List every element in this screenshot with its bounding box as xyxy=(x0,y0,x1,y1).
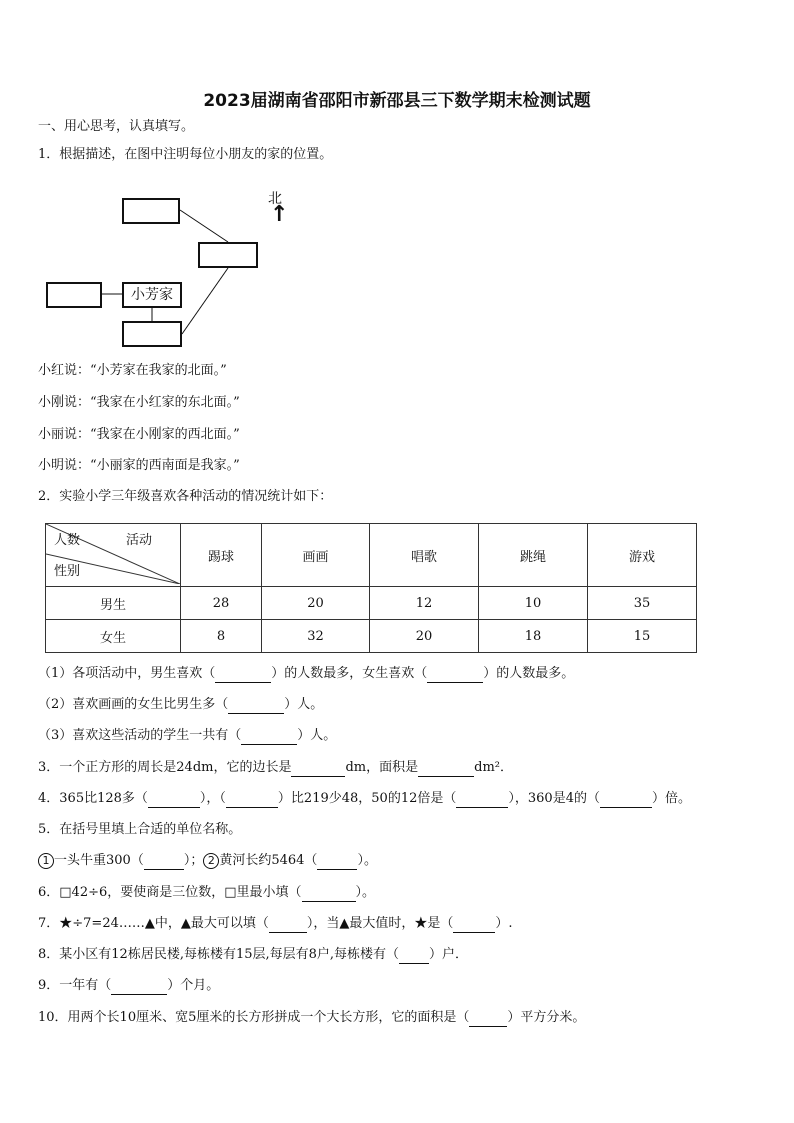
question-4 xyxy=(38,790,691,808)
question-3 xyxy=(38,759,513,777)
column-header: 踢球 xyxy=(181,524,262,587)
text-segment: 黄河长约5464（ xyxy=(219,853,318,868)
text-segment: ）。 xyxy=(355,885,376,900)
question-7 xyxy=(38,915,513,933)
activity-table xyxy=(45,523,697,653)
house-box-left[interactable] xyxy=(46,282,102,308)
answer-blank[interactable] xyxy=(456,793,508,808)
corner-activity-label: 活动 xyxy=(126,533,153,548)
statement-xiaoming: 小明说：“小丽家的西南面是我家。” xyxy=(38,458,240,473)
north-label: 北 xyxy=(268,191,282,207)
text-segment: （3）喜欢这些活动的学生一共有（ xyxy=(38,728,242,743)
answer-blank[interactable] xyxy=(469,1012,507,1027)
answer-blank[interactable] xyxy=(215,668,271,683)
table-row xyxy=(46,620,697,653)
text-segment: ）比219少48，50的12倍是（ xyxy=(277,791,457,806)
answer-blank[interactable] xyxy=(111,980,167,995)
circled-number: 1 xyxy=(38,853,54,869)
table-cell: 12 xyxy=(370,587,479,620)
statement-xiaoli: 小丽说：“我家在小刚家的西北面。” xyxy=(38,427,240,442)
text-segment: 8．某小区有12栋居民楼,每栋楼有15层,每层有8户,每栋楼有（ xyxy=(38,947,400,962)
answer-blank[interactable] xyxy=(399,949,429,964)
page-title: 2023届湖南省邵阳市新邵县三下数学期末检测试题 xyxy=(203,91,591,111)
text-segment: ），当▲最大值时，★是（ xyxy=(306,916,454,931)
north-arrow-icon: ↑ xyxy=(270,202,289,227)
question-5-items xyxy=(38,852,377,870)
text-segment: ）的人数最多，女生喜欢（ xyxy=(271,666,428,681)
table-cell: 8 xyxy=(181,620,262,653)
answer-blank[interactable] xyxy=(427,668,483,683)
house-box-right[interactable] xyxy=(198,242,258,268)
answer-blank[interactable] xyxy=(228,699,284,714)
answer-blank[interactable] xyxy=(317,855,357,870)
table-cell: 32 xyxy=(262,620,370,653)
statement-xiaogang: 小刚说：“我家在小红家的东北面。” xyxy=(38,395,240,410)
answer-blank[interactable] xyxy=(418,762,474,777)
text-segment: ）倍。 xyxy=(651,791,691,806)
house-box-bottom[interactable] xyxy=(122,321,182,347)
question-2-sub3 xyxy=(38,727,336,745)
table-cell: 15 xyxy=(588,620,697,653)
text-segment: dm，面积是 xyxy=(345,760,419,775)
question-10 xyxy=(38,1009,585,1027)
table-cell: 28 xyxy=(181,587,262,620)
house-box-top[interactable] xyxy=(122,198,180,224)
answer-blank[interactable] xyxy=(144,855,184,870)
column-header: 画画 xyxy=(262,524,370,587)
corner-cell xyxy=(46,524,181,587)
text-segment: ）个月。 xyxy=(167,978,220,993)
table-cell: 10 xyxy=(479,587,588,620)
text-segment: 一头牛重300（ xyxy=(54,853,144,868)
question-6 xyxy=(38,884,375,902)
position-diagram xyxy=(0,0,794,360)
statement-xiaohong: 小红说：“小芳家在我家的北面。” xyxy=(38,363,227,378)
table-cell: 20 xyxy=(370,620,479,653)
question-9 xyxy=(38,977,219,995)
text-segment: ）。 xyxy=(357,853,377,868)
xiaofang-house-box: 小芳家 xyxy=(122,282,182,308)
text-segment: 9．一年有（ xyxy=(38,978,112,993)
text-segment: 7．★÷7=24……▲中，▲最大可以填（ xyxy=(38,916,269,931)
text-segment: 6．□42÷6，要使商是三位数，□里最小填（ xyxy=(38,885,302,900)
text-segment: ）人。 xyxy=(297,728,337,743)
answer-blank[interactable] xyxy=(269,918,307,933)
text-segment: （2）喜欢画画的女生比男生多（ xyxy=(38,697,229,712)
table-cell: 18 xyxy=(479,620,588,653)
text-segment: ）的人数最多。 xyxy=(483,666,575,681)
text-segment: （1）各项活动中，男生喜欢（ xyxy=(38,666,216,681)
section-heading: 一、用心思考，认真填写。 xyxy=(38,119,195,134)
row-label: 女生 xyxy=(46,620,181,653)
text-segment: 3．一个正方形的周长是24dm，它的边长是 xyxy=(38,760,292,775)
text-segment: ． xyxy=(500,760,514,775)
corner-gender-label: 性别 xyxy=(54,564,81,579)
connector-line xyxy=(182,268,228,334)
table-cell: 35 xyxy=(588,587,697,620)
answer-blank[interactable] xyxy=(226,793,278,808)
question-2-sub1 xyxy=(38,665,574,683)
column-header: 跳绳 xyxy=(479,524,588,587)
text-segment: 4．365比128多（ xyxy=(38,791,148,806)
question-1-prompt: 1．根据描述，在图中注明每位小朋友的家的位置。 xyxy=(38,147,333,162)
answer-blank[interactable] xyxy=(241,730,297,745)
question-2-prompt: 2．实验小学三年级喜欢各种活动的情况统计如下： xyxy=(38,489,333,504)
text-segment: ），360是4的（ xyxy=(508,791,600,806)
answer-blank[interactable] xyxy=(600,793,652,808)
answer-blank[interactable] xyxy=(148,793,200,808)
table-cell: 20 xyxy=(262,587,370,620)
text-segment: ）平方分米。 xyxy=(507,1010,586,1025)
row-label: 男生 xyxy=(46,587,181,620)
answer-blank[interactable] xyxy=(453,918,495,933)
text-segment: ）户． xyxy=(429,947,469,962)
text-segment: ）. xyxy=(495,916,513,931)
question-8 xyxy=(38,946,468,964)
corner-count-label: 人数 xyxy=(54,533,81,548)
text-segment: 10．用两个长10厘米、宽5厘米的长方形拼成一个大长方形，它的面积是（ xyxy=(38,1010,470,1025)
column-header: 游戏 xyxy=(588,524,697,587)
connector-line xyxy=(180,210,228,242)
text-segment: ）人。 xyxy=(284,697,324,712)
column-header: 唱歌 xyxy=(370,524,479,587)
question-5-prompt: 5．在括号里填上合适的单位名称。 xyxy=(38,822,242,837)
circled-number: 2 xyxy=(203,853,219,869)
answer-blank[interactable] xyxy=(291,762,345,777)
answer-blank[interactable] xyxy=(302,887,356,902)
text-segment: ）； xyxy=(183,853,204,868)
table-row xyxy=(46,587,697,620)
text-segment: dm² xyxy=(474,760,500,775)
table-header-row xyxy=(46,524,697,587)
text-segment: ），（ xyxy=(199,791,226,806)
question-2-sub2 xyxy=(38,696,323,714)
